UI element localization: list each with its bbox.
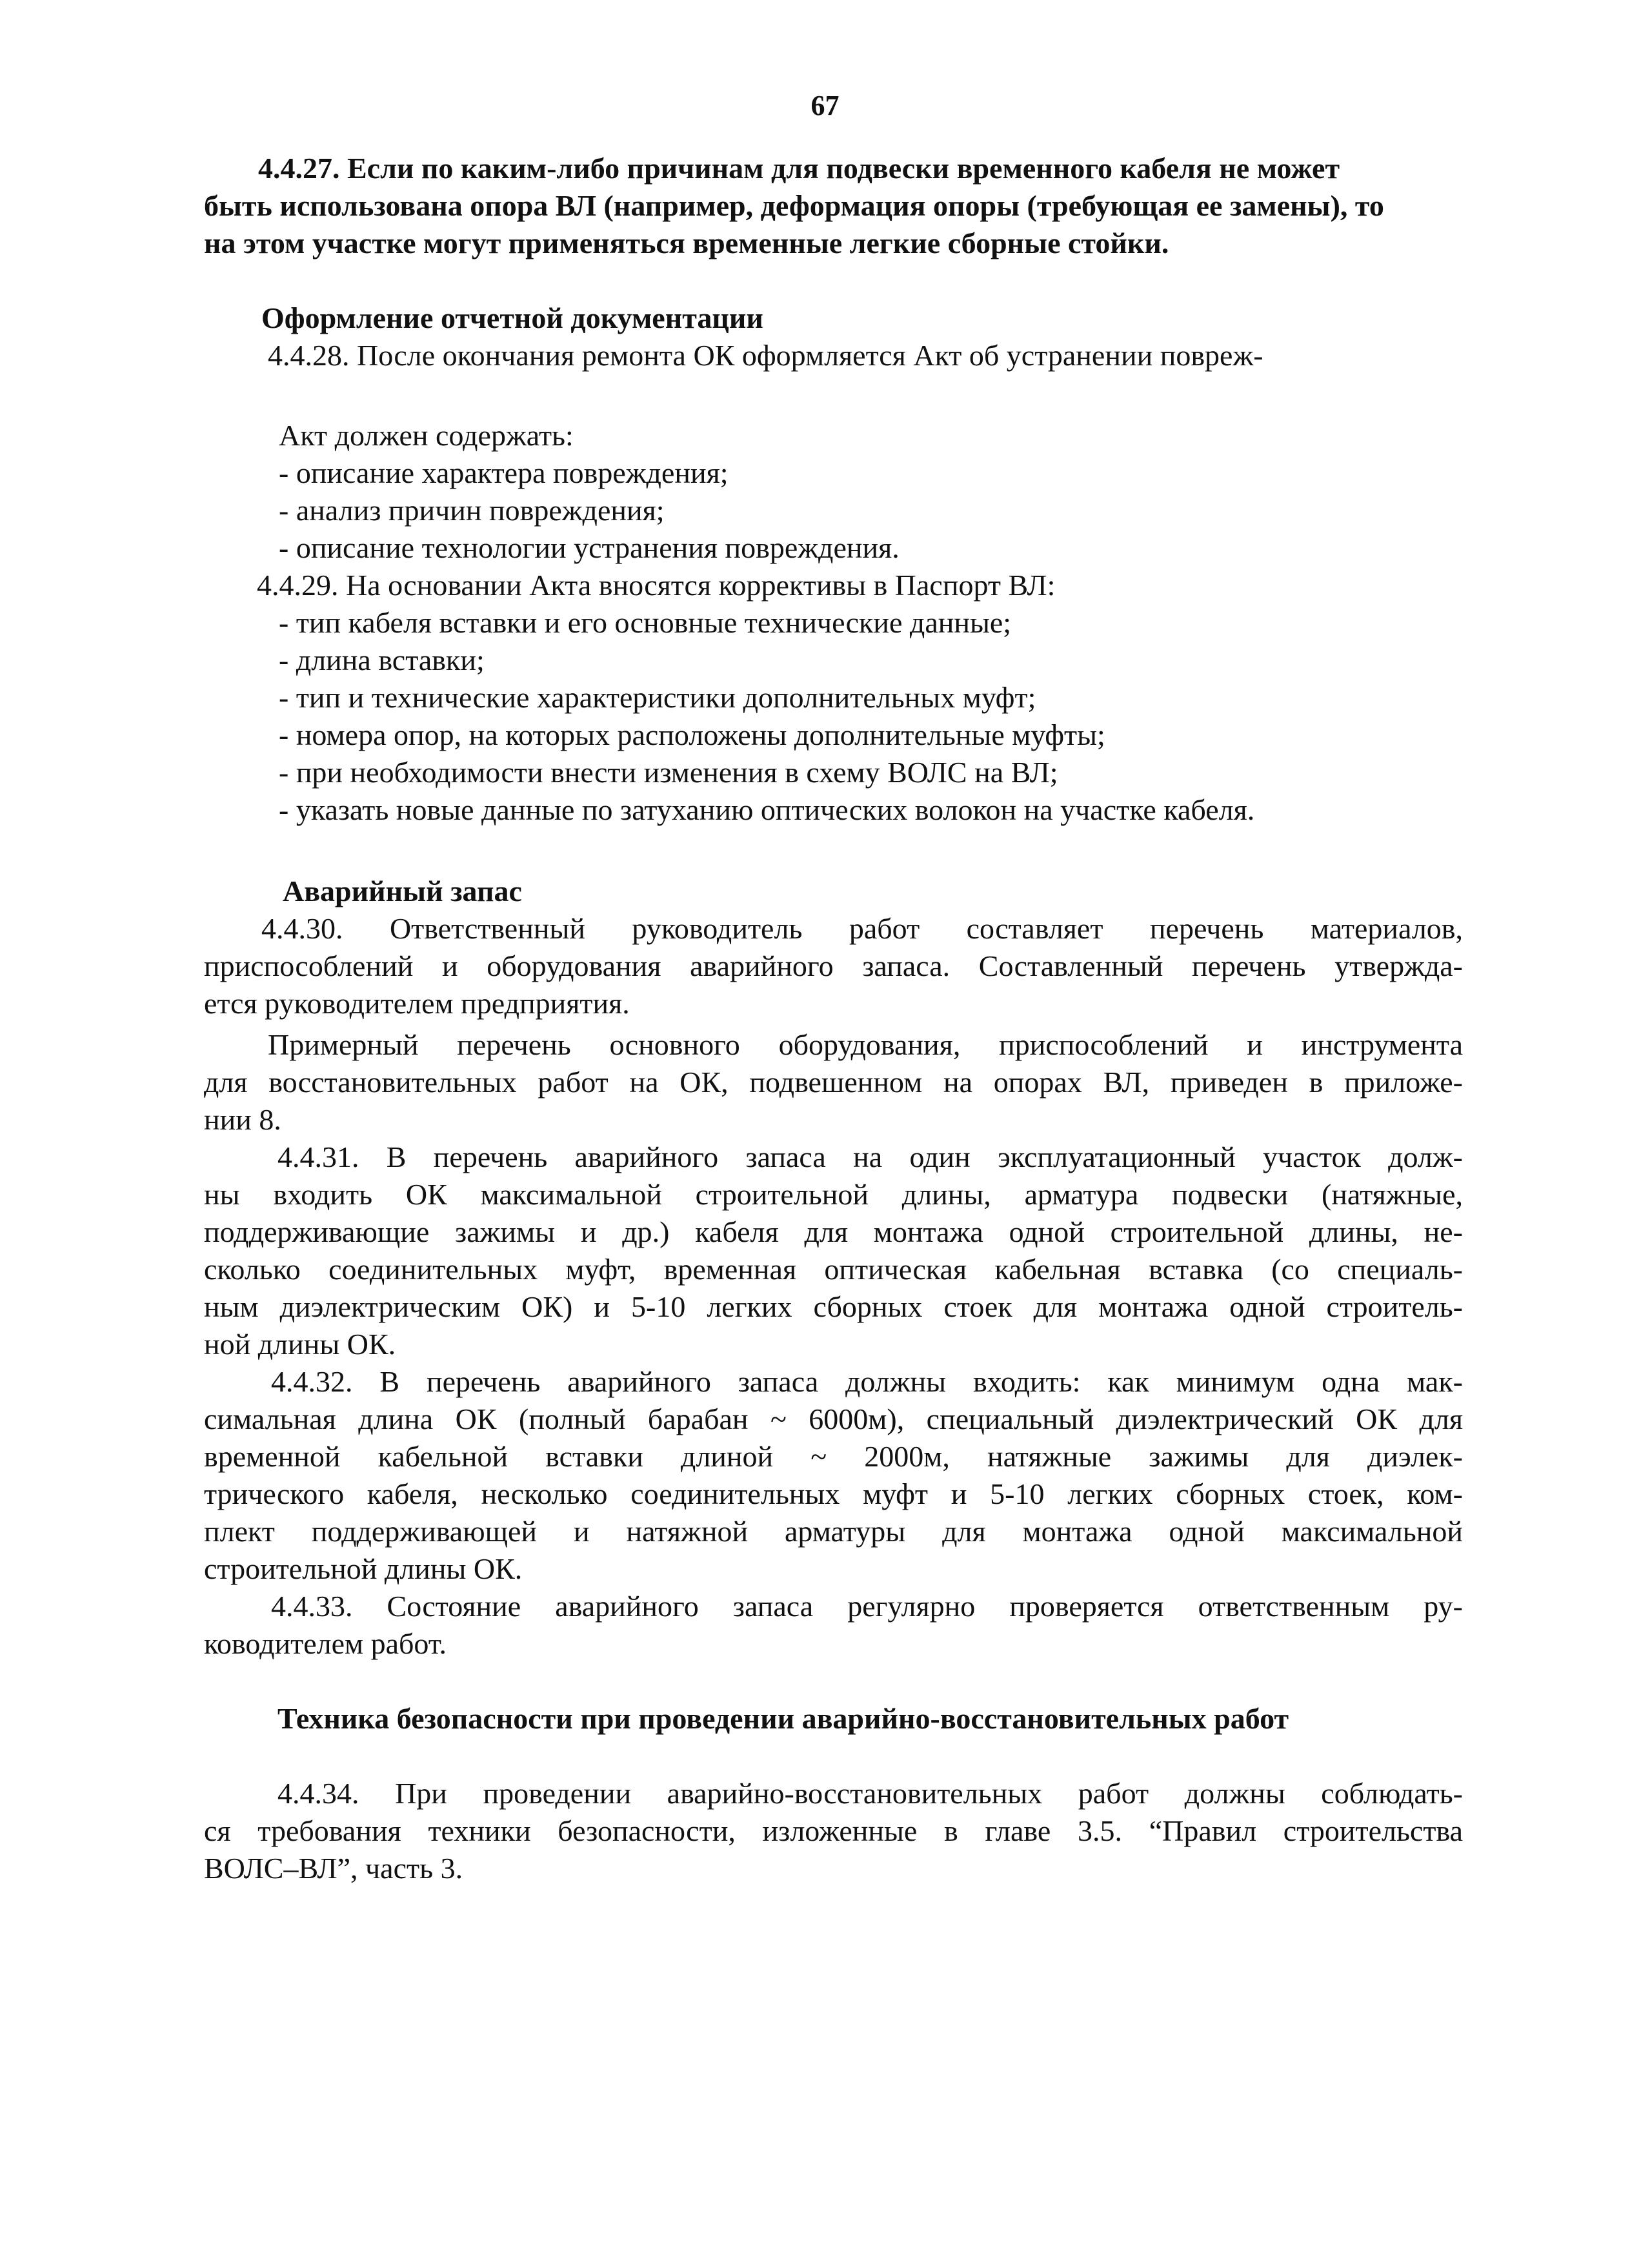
paragraph-appendix-line-1: Примерный перечень основного оборудования, приспособлений и инструмента	[268, 1028, 1463, 1061]
paragraph-4-4-31-line-6: ной длины ОК.	[204, 1328, 396, 1361]
paragraph-4-4-31-line-1: 4.4.31. В перечень аварийного запаса на один эксплуатационный участок долж-	[277, 1140, 1463, 1173]
paragraph-4-4-32-line-6: строительной длины ОК.	[204, 1552, 523, 1585]
paragraph-4-4-27-line-3: на этом участке могут применяться временные легкие сборные стойки.	[204, 227, 1169, 259]
passport-item: - номера опор, на которых расположены дополнительные муфты;	[279, 718, 1105, 751]
section-title-reporting: Оформление отчетной документации	[261, 301, 763, 334]
paragraph-4-4-27-line-1: 4.4.27. Если по каким-либо причинам для подвески временного кабеля не может	[258, 152, 1340, 185]
passport-item: - указать новые данные по затуханию оптических волокон на участке кабеля.	[279, 793, 1255, 826]
passport-item: - тип кабеля вставки и его основные технические данные;	[279, 606, 1012, 639]
paragraph-4-4-32-line-5: плект поддерживающей и натяжной арматуры для монтажа одной максимальной	[204, 1515, 1463, 1548]
paragraph-4-4-34-line-3: ВОЛС–ВЛ”, часть 3.	[204, 1852, 463, 1885]
paragraph-4-4-27-line-2: быть использована опора ВЛ (например, деформация опоры (требующая ее замены), то	[204, 189, 1384, 222]
paragraph-4-4-30-line-3: ется руководителем предприятия.	[204, 987, 630, 1020]
passport-item: - тип и технические характеристики дополнительных муфт;	[279, 681, 1036, 714]
paragraph-4-4-32-line-4: трического кабеля, несколько соединительных муфт и 5-10 легких сборных стоек, ком-	[204, 1477, 1463, 1510]
paragraph-4-4-33-line-1: 4.4.33. Состояние аварийного запаса регулярно проверяется ответственным ру-	[271, 1590, 1463, 1623]
act-item: - описание технологии устранения повреждения.	[279, 531, 900, 564]
paragraph-4-4-30-line-1: 4.4.30. Ответственный руководитель работ составляет перечень материалов,	[261, 912, 1463, 945]
paragraph-4-4-31-line-4: сколько соединительных муфт, временная оптическая кабельная вставка (со специаль-	[204, 1253, 1463, 1286]
paragraph-4-4-34-line-2: ся требования техники безопасности, изложенные в главе 3.5. “Правил строительства	[204, 1814, 1463, 1847]
paragraph-4-4-33-line-2: ководителем работ.	[204, 1627, 447, 1660]
passport-item: - при необходимости внести изменения в схему ВОЛС на ВЛ;	[279, 756, 1058, 789]
section-title-safety: Техника безопасности при проведении аварийно-восстановительных работ	[277, 1702, 1289, 1735]
section-title-reserve: Аварийный запас	[283, 875, 522, 907]
paragraph-4-4-30-line-2: приспособлений и оборудования аварийного запаса. Составленный перечень утвержда-	[204, 949, 1463, 982]
paragraph-4-4-28: 4.4.28. После окончания ремонта ОК оформляется Акт об устранении повреж-	[268, 339, 1263, 372]
paragraph-4-4-32-line-2: симальная длина ОК (полный барабан ~ 6000м), специальный диэлектрический ОК для	[204, 1402, 1463, 1435]
paragraph-4-4-31-line-5: ным диэлектрическим ОК) и 5-10 легких сборных стоек для монтажа одной строитель-	[204, 1290, 1463, 1323]
paragraph-4-4-32-line-1: 4.4.32. В перечень аварийного запаса должны входить: как минимум одна мак-	[271, 1365, 1463, 1398]
act-item: - анализ причин повреждения;	[279, 494, 665, 527]
paragraph-appendix-line-2: для восстановительных работ на ОК, подвешенном на опорах ВЛ, приведен в приложе-	[204, 1066, 1463, 1099]
paragraph-4-4-32-line-3: временной кабельной вставки длиной ~ 2000м, натяжные зажимы для диэлек-	[204, 1440, 1463, 1473]
paragraph-4-4-34-line-1: 4.4.34. При проведении аварийно-восстановительных работ должны соблюдать-	[277, 1777, 1463, 1810]
paragraph-4-4-31-line-2: ны входить ОК максимальной строительной длины, арматура подвески (натяжные,	[204, 1178, 1463, 1211]
act-intro: Акт должен содержать:	[279, 419, 574, 452]
page-number: 67	[810, 90, 840, 121]
paragraph-4-4-29: 4.4.29. На основании Акта вносятся коррективы в Паспорт ВЛ:	[257, 569, 1056, 602]
passport-item: - длина вставки;	[279, 643, 485, 676]
paragraph-4-4-31-line-3: поддерживающие зажимы и др.) кабеля для монтажа одной строительной длины, не-	[204, 1215, 1463, 1248]
act-item: - описание характера повреждения;	[279, 456, 729, 489]
paragraph-appendix-line-3: нии 8.	[204, 1103, 281, 1136]
